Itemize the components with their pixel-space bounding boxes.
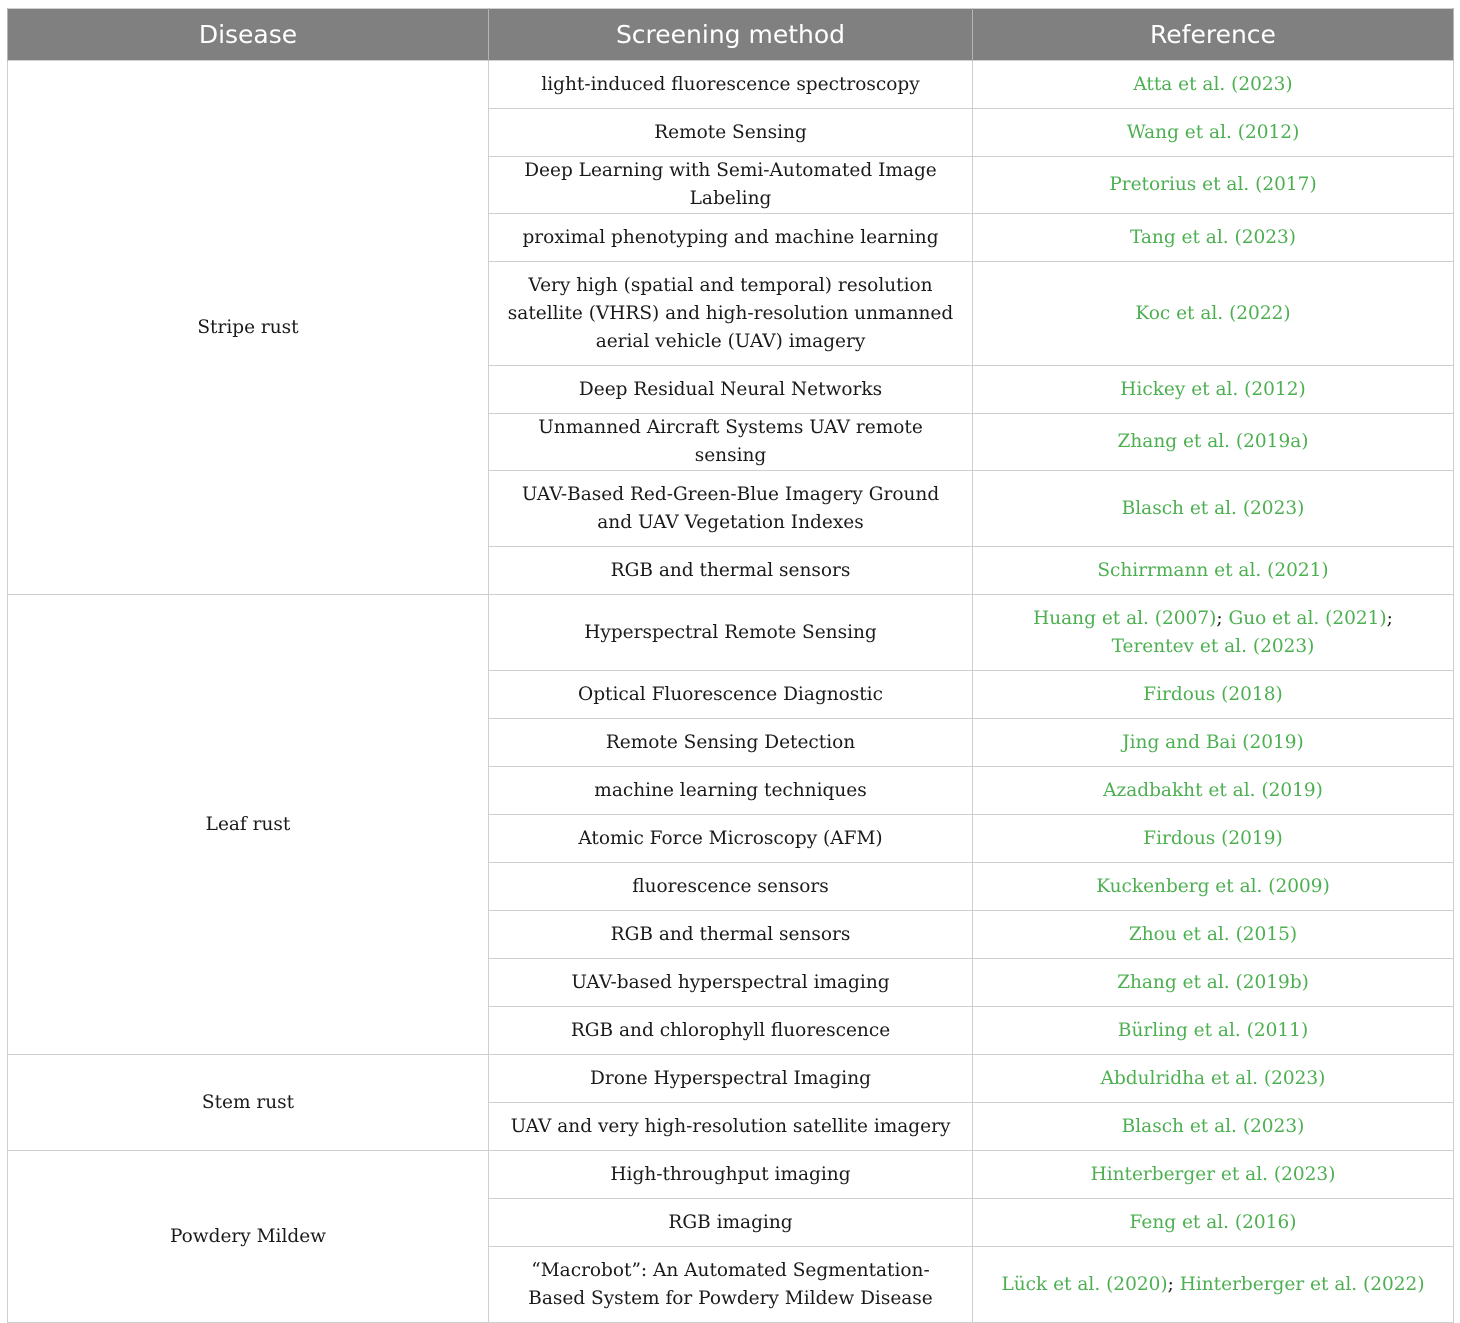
header-reference: Reference bbox=[973, 9, 1454, 61]
method-cell: RGB and chlorophyll fluorescence bbox=[489, 1007, 973, 1055]
reference-cell bbox=[973, 262, 1454, 366]
header-screening-method: Screening method bbox=[489, 9, 973, 61]
table-container bbox=[7, 8, 1453, 1323]
reference-cell bbox=[973, 1007, 1454, 1055]
reference-link[interactable]: Hinterberger et al. (2023) bbox=[1090, 1163, 1336, 1185]
reference-cell bbox=[973, 719, 1454, 767]
reference-link[interactable]: Wang et al. (2012) bbox=[1126, 121, 1300, 143]
reference-link[interactable]: Bürling et al. (2011) bbox=[1117, 1019, 1309, 1041]
method-cell: High-throughput imaging bbox=[489, 1151, 973, 1199]
method-cell: RGB imaging bbox=[489, 1199, 973, 1247]
method-cell: UAV and very high-resolution satellite imagery bbox=[489, 1103, 973, 1151]
reference-link[interactable]: Zhang et al. (2019a) bbox=[1117, 431, 1309, 452]
reference-link[interactable]: Huang et al. (2007) bbox=[1033, 607, 1217, 629]
reference-cell bbox=[973, 1247, 1454, 1323]
reference-cell bbox=[973, 414, 1454, 471]
method-cell: Very high (spatial and temporal) resolution satellite (VHRS) and high-resolution unmanned aerial vehicle (UAV) imagery bbox=[489, 262, 973, 366]
method-cell: UAV-Based Red-Green-Blue Imagery Ground and UAV Vegetation Indexes bbox=[489, 471, 973, 547]
reference-link[interactable]: Koc et al. (2022) bbox=[1135, 302, 1291, 324]
reference-link[interactable]: Feng et al. (2016) bbox=[1129, 1211, 1297, 1233]
reference-link[interactable]: Tang et al. (2023) bbox=[1129, 226, 1297, 248]
header-disease: Disease bbox=[8, 9, 489, 61]
reference-separator: ; bbox=[1216, 607, 1229, 629]
reference-link[interactable]: Zhou et al. (2015) bbox=[1128, 923, 1298, 945]
reference-cell bbox=[973, 1199, 1454, 1247]
screening-methods-table bbox=[7, 8, 1454, 1323]
table-row bbox=[8, 61, 1454, 109]
reference-cell bbox=[973, 1103, 1454, 1151]
reference-link[interactable]: Firdous (2019) bbox=[1143, 827, 1283, 849]
reference-link[interactable]: Terentev et al. (2023) bbox=[1111, 635, 1315, 657]
reference-link[interactable]: Jing and Bai (2019) bbox=[1122, 731, 1304, 753]
reference-link[interactable]: Hinterberger et al. (2022) bbox=[1179, 1273, 1425, 1295]
table-body bbox=[8, 61, 1454, 1323]
reference-separator: ; bbox=[1167, 1273, 1180, 1295]
reference-cell bbox=[973, 471, 1454, 547]
method-cell: RGB and thermal sensors bbox=[489, 911, 973, 959]
table-row bbox=[8, 595, 1454, 671]
reference-cell bbox=[973, 959, 1454, 1007]
method-cell: UAV-based hyperspectral imaging bbox=[489, 959, 973, 1007]
reference-link[interactable]: Blasch et al. (2023) bbox=[1121, 497, 1305, 519]
disease-cell: Stripe rust bbox=[8, 61, 489, 595]
reference-cell bbox=[973, 911, 1454, 959]
method-cell: Atomic Force Microscopy (AFM) bbox=[489, 815, 973, 863]
method-cell: Optical Fluorescence Diagnostic bbox=[489, 671, 973, 719]
reference-cell bbox=[973, 214, 1454, 262]
method-cell: Deep Residual Neural Networks bbox=[489, 366, 973, 414]
method-cell: Unmanned Aircraft Systems UAV remote sensing bbox=[489, 414, 973, 471]
disease-cell: Leaf rust bbox=[8, 595, 489, 1055]
reference-link[interactable]: Zhang et al. (2019b) bbox=[1117, 971, 1309, 993]
reference-separator: ; bbox=[1386, 607, 1393, 629]
reference-cell bbox=[973, 109, 1454, 157]
reference-link[interactable]: Atta et al. (2023) bbox=[1133, 73, 1293, 95]
reference-link[interactable]: Guo et al. (2021) bbox=[1228, 607, 1387, 629]
disease-cell: Stem rust bbox=[8, 1055, 489, 1151]
method-cell: machine learning techniques bbox=[489, 767, 973, 815]
reference-cell bbox=[973, 1055, 1454, 1103]
method-cell: Remote Sensing Detection bbox=[489, 719, 973, 767]
method-cell: Drone Hyperspectral Imaging bbox=[489, 1055, 973, 1103]
table-row bbox=[8, 1151, 1454, 1199]
reference-cell bbox=[973, 366, 1454, 414]
reference-cell bbox=[973, 61, 1454, 109]
reference-cell bbox=[973, 595, 1454, 671]
table-row bbox=[8, 1055, 1454, 1103]
method-cell: fluorescence sensors bbox=[489, 863, 973, 911]
method-cell: “Macrobot”: An Automated Segmentation-Based System for Powdery Mildew Disease bbox=[489, 1247, 973, 1323]
reference-cell bbox=[973, 863, 1454, 911]
reference-cell bbox=[973, 547, 1454, 595]
reference-link[interactable]: Lück et al. (2020) bbox=[1001, 1273, 1168, 1295]
method-cell: Deep Learning with Semi-Automated Image Labeling bbox=[489, 157, 973, 214]
reference-cell bbox=[973, 815, 1454, 863]
table-header bbox=[8, 9, 1454, 61]
reference-link[interactable]: Pretorius et al. (2017) bbox=[1109, 174, 1317, 195]
reference-link[interactable]: Azadbakht et al. (2019) bbox=[1103, 779, 1323, 801]
method-cell: Remote Sensing bbox=[489, 109, 973, 157]
reference-link[interactable]: Firdous (2018) bbox=[1143, 683, 1283, 705]
disease-cell: Powdery Mildew bbox=[8, 1151, 489, 1323]
reference-link[interactable]: Blasch et al. (2023) bbox=[1121, 1115, 1305, 1137]
reference-cell bbox=[973, 157, 1454, 214]
reference-link[interactable]: Abdulridha et al. (2023) bbox=[1100, 1067, 1326, 1089]
method-cell: Hyperspectral Remote Sensing bbox=[489, 595, 973, 671]
reference-cell bbox=[973, 767, 1454, 815]
method-cell: light-induced fluorescence spectroscopy bbox=[489, 61, 973, 109]
reference-cell bbox=[973, 1151, 1454, 1199]
method-cell: proximal phenotyping and machine learning bbox=[489, 214, 973, 262]
method-cell: RGB and thermal sensors bbox=[489, 547, 973, 595]
reference-link[interactable]: Hickey et al. (2012) bbox=[1120, 378, 1306, 400]
header-row bbox=[8, 9, 1454, 61]
reference-cell bbox=[973, 671, 1454, 719]
reference-link[interactable]: Schirrmann et al. (2021) bbox=[1097, 559, 1329, 581]
reference-link[interactable]: Kuckenberg et al. (2009) bbox=[1096, 875, 1330, 897]
